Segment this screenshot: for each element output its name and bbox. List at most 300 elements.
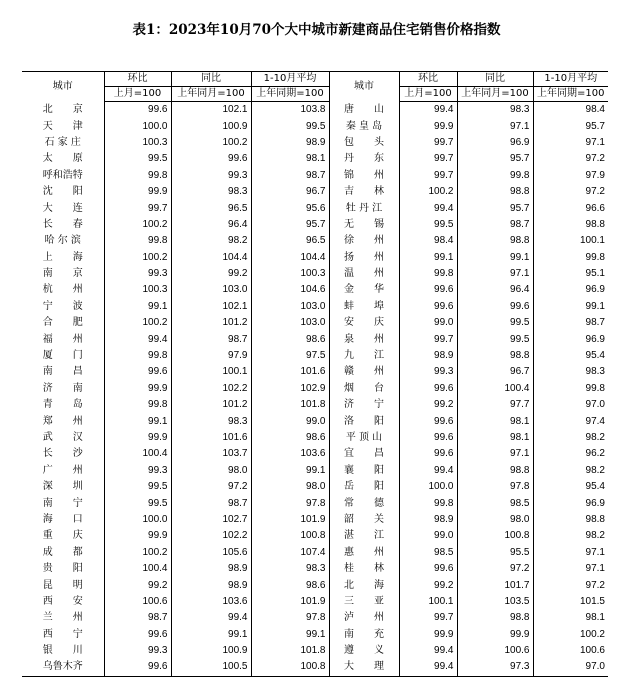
yoy-value-right: 96.4 [457, 282, 533, 298]
avg-value-left: 95.7 [251, 217, 329, 233]
avg-value-left: 98.7 [251, 168, 329, 184]
city-name-left: 昆 明 [42, 579, 83, 591]
city-name-right: 包 头 [329, 135, 399, 151]
mom-value-right: 99.2 [399, 577, 457, 593]
yoy-value-left: 99.6 [171, 151, 251, 167]
mom-value-left: 99.1 [104, 299, 171, 315]
avg-value-left: 107.4 [251, 545, 329, 561]
mom-value-right: 98.9 [399, 348, 457, 364]
yoy-value-left: 98.3 [171, 184, 251, 200]
city-name-right: 惠 州 [329, 545, 399, 561]
avg-value-left: 96.5 [251, 233, 329, 249]
table-row [22, 135, 608, 151]
avg-value-left: 97.8 [251, 610, 329, 626]
yoy-value-left: 99.3 [171, 168, 251, 184]
mom-value-left: 99.9 [104, 381, 171, 397]
avg-value-left: 95.6 [251, 200, 329, 216]
table-row [22, 250, 608, 266]
header-city-2: 城市 [329, 72, 399, 102]
yoy-value-right: 97.1 [457, 118, 533, 134]
city-name-right: 徐 州 [329, 233, 399, 249]
table-row [22, 413, 608, 429]
yoy-value-left: 98.7 [171, 331, 251, 347]
city-name-left: 济 南 [42, 382, 83, 394]
mom-value-left: 99.9 [104, 528, 171, 544]
city-name-right: 宜 昌 [329, 446, 399, 462]
yoy-value-left: 98.7 [171, 495, 251, 511]
avg-value-right: 96.2 [533, 446, 608, 462]
city-name-right: 三 亚 [329, 594, 399, 610]
mom-value-left: 99.5 [104, 479, 171, 495]
mom-value-left: 99.1 [104, 413, 171, 429]
price-index-table [22, 71, 608, 677]
mom-value-right: 98.5 [399, 545, 457, 561]
yoy-value-left: 98.9 [171, 577, 251, 593]
table-row [22, 217, 608, 233]
yoy-value-right: 96.7 [457, 364, 533, 380]
mom-value-left: 99.3 [104, 266, 171, 282]
avg-value-left: 97.8 [251, 495, 329, 511]
yoy-value-right: 100.6 [457, 643, 533, 659]
avg-value-right: 97.4 [533, 413, 608, 429]
header-mom-2: 环比 [399, 72, 457, 87]
yoy-value-left: 96.4 [171, 217, 251, 233]
city-name-right: 丹 东 [329, 151, 399, 167]
avg-value-left: 98.6 [251, 577, 329, 593]
city-name-right: 锦 州 [329, 168, 399, 184]
city-name-right: 牡 丹 江 [329, 200, 399, 216]
yoy-value-left: 102.2 [171, 528, 251, 544]
mom-value-left: 100.6 [104, 594, 171, 610]
table-row [22, 282, 608, 298]
city-name-left: 贵 阳 [42, 563, 83, 575]
yoy-value-right: 103.5 [457, 594, 533, 610]
city-name-left: 沈 阳 [42, 186, 83, 198]
mom-value-right: 99.7 [399, 331, 457, 347]
mom-value-left: 100.2 [104, 250, 171, 266]
header-avg-base: 上年同期=100 [251, 87, 329, 102]
mom-value-right: 98.4 [399, 233, 457, 249]
city-name-right: 蚌 埠 [329, 299, 399, 315]
mom-value-left: 100.0 [104, 512, 171, 528]
table-row [22, 315, 608, 331]
table-row [22, 266, 608, 282]
mom-value-right: 99.4 [399, 200, 457, 216]
city-name-right: 平 顶 山 [329, 430, 399, 446]
avg-value-right: 99.8 [533, 381, 608, 397]
table-row [22, 299, 608, 315]
city-name-left: 厦 门 [42, 350, 83, 362]
yoy-value-left: 101.6 [171, 430, 251, 446]
yoy-value-right: 100.8 [457, 528, 533, 544]
yoy-value-left: 98.3 [171, 413, 251, 429]
table-row [22, 610, 608, 626]
header-avg-2: 1-10月平均 [533, 72, 608, 87]
table-row [22, 233, 608, 249]
header-mom-base: 上月=100 [104, 87, 171, 102]
city-name-right: 无 锡 [329, 217, 399, 233]
mom-value-right: 99.4 [399, 463, 457, 479]
mom-value-right: 99.4 [399, 643, 457, 659]
avg-value-left: 99.0 [251, 413, 329, 429]
table-row [22, 364, 608, 380]
avg-value-left: 101.6 [251, 364, 329, 380]
mom-value-right: 99.7 [399, 168, 457, 184]
header-yoy-base: 上年同月=100 [171, 87, 251, 102]
city-name-left: 重 庆 [42, 530, 83, 542]
yoy-value-left: 96.5 [171, 200, 251, 216]
avg-value-right: 99.8 [533, 250, 608, 266]
table-row [22, 643, 608, 659]
yoy-value-left: 101.2 [171, 315, 251, 331]
city-name-left: 太 原 [42, 153, 83, 165]
header-avg: 1-10月平均 [251, 72, 329, 87]
city-name-left: 青 岛 [42, 399, 83, 411]
table-row [22, 151, 608, 167]
mom-value-left: 100.2 [104, 315, 171, 331]
mom-value-left: 99.2 [104, 577, 171, 593]
table-row [22, 528, 608, 544]
avg-value-left: 100.3 [251, 266, 329, 282]
table-row [22, 512, 608, 528]
yoy-value-right: 95.7 [457, 200, 533, 216]
header-avg-base-2: 上年同期=100 [533, 87, 608, 102]
city-name-left: 宁 波 [42, 300, 83, 312]
yoy-value-right: 100.4 [457, 381, 533, 397]
yoy-value-right: 98.7 [457, 217, 533, 233]
yoy-value-left: 101.2 [171, 397, 251, 413]
mom-value-right: 99.0 [399, 528, 457, 544]
avg-value-left: 101.9 [251, 512, 329, 528]
city-name-left: 兰 州 [42, 612, 83, 624]
avg-value-right: 98.2 [533, 463, 608, 479]
avg-value-right: 97.0 [533, 659, 608, 676]
city-name-left: 郑 州 [42, 415, 83, 427]
mom-value-left: 100.0 [104, 118, 171, 134]
table-header [22, 72, 608, 102]
yoy-value-right: 99.5 [457, 315, 533, 331]
yoy-value-right: 98.1 [457, 430, 533, 446]
city-name-right: 大 理 [329, 659, 399, 676]
avg-value-left: 98.1 [251, 151, 329, 167]
mom-value-left: 100.4 [104, 561, 171, 577]
yoy-value-right: 98.3 [457, 102, 533, 119]
yoy-value-left: 97.9 [171, 348, 251, 364]
avg-value-left: 103.0 [251, 315, 329, 331]
city-name-left: 西 宁 [42, 628, 83, 640]
mom-value-right: 99.7 [399, 135, 457, 151]
mom-value-right: 99.9 [399, 627, 457, 643]
yoy-value-right: 95.7 [457, 151, 533, 167]
yoy-value-right: 98.0 [457, 512, 533, 528]
table-row [22, 545, 608, 561]
yoy-value-left: 102.2 [171, 381, 251, 397]
table-row [22, 561, 608, 577]
avg-value-left: 98.3 [251, 561, 329, 577]
yoy-value-left: 103.0 [171, 282, 251, 298]
avg-value-right: 97.1 [533, 545, 608, 561]
yoy-value-right: 98.8 [457, 233, 533, 249]
mom-value-left: 99.9 [104, 430, 171, 446]
yoy-value-left: 99.4 [171, 610, 251, 626]
mom-value-left: 99.8 [104, 348, 171, 364]
city-name-right: 北 海 [329, 577, 399, 593]
mom-value-right: 98.9 [399, 512, 457, 528]
city-name-left: 南 昌 [42, 366, 83, 378]
header-yoy: 同比 [171, 72, 251, 87]
yoy-value-right: 98.8 [457, 184, 533, 200]
mom-value-left: 99.5 [104, 495, 171, 511]
avg-value-right: 99.1 [533, 299, 608, 315]
yoy-value-left: 98.2 [171, 233, 251, 249]
header-yoy-base-2: 上年同月=100 [457, 87, 533, 102]
yoy-value-left: 99.1 [171, 627, 251, 643]
mom-value-right: 99.4 [399, 659, 457, 676]
mom-value-right: 99.7 [399, 610, 457, 626]
city-name-right: 烟 台 [329, 381, 399, 397]
table-row [22, 446, 608, 462]
mom-value-left: 99.3 [104, 463, 171, 479]
avg-value-left: 101.9 [251, 594, 329, 610]
avg-value-right: 98.8 [533, 512, 608, 528]
header-mom-base-2: 上月=100 [399, 87, 457, 102]
yoy-value-left: 100.9 [171, 118, 251, 134]
yoy-value-right: 97.1 [457, 266, 533, 282]
city-name-right: 岳 阳 [329, 479, 399, 495]
table-row [22, 168, 608, 184]
mom-value-right: 99.6 [399, 561, 457, 577]
yoy-value-left: 98.9 [171, 561, 251, 577]
avg-value-left: 102.9 [251, 381, 329, 397]
yoy-value-left: 102.7 [171, 512, 251, 528]
yoy-value-left: 100.5 [171, 659, 251, 676]
yoy-value-left: 105.6 [171, 545, 251, 561]
avg-value-right: 98.4 [533, 102, 608, 119]
avg-value-left: 103.8 [251, 102, 329, 119]
avg-value-left: 99.5 [251, 118, 329, 134]
mom-value-left: 98.7 [104, 610, 171, 626]
mom-value-right: 100.1 [399, 594, 457, 610]
yoy-value-right: 97.2 [457, 561, 533, 577]
avg-value-right: 97.2 [533, 184, 608, 200]
yoy-value-right: 99.1 [457, 250, 533, 266]
table-row [22, 397, 608, 413]
avg-value-right: 96.9 [533, 282, 608, 298]
city-name-right: 韶 关 [329, 512, 399, 528]
mom-value-left: 100.3 [104, 282, 171, 298]
avg-value-right: 97.2 [533, 151, 608, 167]
yoy-value-left: 102.1 [171, 299, 251, 315]
avg-value-right: 95.7 [533, 118, 608, 134]
table-row [22, 348, 608, 364]
avg-value-right: 97.1 [533, 561, 608, 577]
city-name-left: 广 州 [42, 464, 83, 476]
yoy-value-right: 99.9 [457, 627, 533, 643]
yoy-value-right: 97.3 [457, 659, 533, 676]
avg-value-left: 100.8 [251, 528, 329, 544]
table-row [22, 479, 608, 495]
avg-value-right: 98.2 [533, 528, 608, 544]
avg-value-right: 98.3 [533, 364, 608, 380]
yoy-value-left: 100.2 [171, 135, 251, 151]
mom-value-right: 99.1 [399, 250, 457, 266]
table-row [22, 577, 608, 593]
city-name-left: 海 口 [42, 513, 83, 525]
yoy-value-left: 103.6 [171, 594, 251, 610]
header-mom: 环比 [104, 72, 171, 87]
city-name-right: 湛 江 [329, 528, 399, 544]
yoy-value-right: 98.8 [457, 348, 533, 364]
yoy-value-right: 97.8 [457, 479, 533, 495]
mom-value-left: 99.6 [104, 627, 171, 643]
city-name-left: 成 都 [42, 546, 83, 558]
yoy-value-right: 99.6 [457, 299, 533, 315]
city-name-right: 常 德 [329, 495, 399, 511]
city-name-left: 长 春 [42, 218, 83, 230]
mom-value-right: 99.7 [399, 151, 457, 167]
city-name-left: 武 汉 [42, 432, 83, 443]
mom-value-left: 99.8 [104, 168, 171, 184]
mom-value-left: 99.6 [104, 102, 171, 119]
mom-value-right: 99.6 [399, 430, 457, 446]
mom-value-right: 99.6 [399, 299, 457, 315]
city-name-right: 唐 山 [329, 102, 399, 119]
table-row [22, 627, 608, 643]
header-yoy-2: 同比 [457, 72, 533, 87]
avg-value-left: 104.4 [251, 250, 329, 266]
avg-value-left: 97.5 [251, 348, 329, 364]
city-name-right: 洛 阳 [329, 413, 399, 429]
city-name-left: 大 连 [42, 202, 83, 214]
avg-value-left: 98.6 [251, 430, 329, 446]
avg-value-right: 95.4 [533, 348, 608, 364]
avg-value-right: 98.8 [533, 217, 608, 233]
yoy-value-left: 100.1 [171, 364, 251, 380]
header-city: 城市 [52, 80, 73, 92]
yoy-value-left: 104.4 [171, 250, 251, 266]
avg-value-right: 97.2 [533, 577, 608, 593]
city-name-left: 上 海 [42, 251, 83, 263]
yoy-value-right: 98.1 [457, 413, 533, 429]
city-name-left: 长 沙 [42, 448, 83, 460]
yoy-value-left: 97.2 [171, 479, 251, 495]
yoy-value-left: 100.9 [171, 643, 251, 659]
mom-value-right: 99.0 [399, 315, 457, 331]
avg-value-right: 95.1 [533, 266, 608, 282]
avg-value-left: 98.0 [251, 479, 329, 495]
mom-value-left: 99.9 [104, 184, 171, 200]
yoy-value-left: 103.7 [171, 446, 251, 462]
mom-value-right: 99.3 [399, 364, 457, 380]
city-name-left: 福 州 [42, 333, 83, 345]
avg-value-right: 100.2 [533, 627, 608, 643]
yoy-value-right: 97.7 [457, 397, 533, 413]
mom-value-left: 99.6 [104, 659, 171, 676]
city-name-left: 西 安 [42, 595, 83, 607]
city-name-right: 南 充 [329, 627, 399, 643]
table-row [22, 495, 608, 511]
city-name-right: 温 州 [329, 266, 399, 282]
yoy-value-right: 95.5 [457, 545, 533, 561]
city-name-right: 遵 义 [329, 643, 399, 659]
yoy-value-right: 98.8 [457, 610, 533, 626]
city-name-right: 秦 皇 岛 [329, 118, 399, 134]
mom-value-right: 99.9 [399, 118, 457, 134]
city-name-right: 泸 州 [329, 610, 399, 626]
city-name-left: 乌鲁木齐 [42, 661, 83, 673]
city-name-left: 南 宁 [42, 497, 83, 509]
mom-value-right: 99.4 [399, 102, 457, 119]
mom-value-left: 99.4 [104, 331, 171, 347]
yoy-value-left: 102.1 [171, 102, 251, 119]
mom-value-right: 99.6 [399, 446, 457, 462]
city-name-left: 哈 尔 滨 [44, 235, 81, 247]
avg-value-right: 98.1 [533, 610, 608, 626]
city-name-right: 赣 州 [329, 364, 399, 380]
table-row [22, 331, 608, 347]
city-name-left: 天 津 [42, 120, 83, 132]
city-name-right: 安 庆 [329, 315, 399, 331]
table-row [22, 381, 608, 397]
avg-value-right: 97.0 [533, 397, 608, 413]
yoy-value-right: 101.7 [457, 577, 533, 593]
avg-value-right: 100.1 [533, 233, 608, 249]
avg-value-right: 98.2 [533, 430, 608, 446]
city-name-right: 襄 阳 [329, 463, 399, 479]
avg-value-left: 103.0 [251, 299, 329, 315]
city-name-right: 泉 州 [329, 331, 399, 347]
table-row [22, 102, 608, 119]
avg-value-right: 96.6 [533, 200, 608, 216]
city-name-left: 石 家 庄 [44, 136, 81, 148]
yoy-value-left: 99.2 [171, 266, 251, 282]
mom-value-right: 99.6 [399, 282, 457, 298]
city-name-left: 南 京 [42, 268, 83, 280]
city-name-right: 九 江 [329, 348, 399, 364]
mom-value-left: 99.8 [104, 397, 171, 413]
yoy-value-right: 96.9 [457, 135, 533, 151]
mom-value-left: 100.2 [104, 545, 171, 561]
avg-value-right: 96.9 [533, 331, 608, 347]
avg-value-left: 101.8 [251, 643, 329, 659]
mom-value-right: 99.2 [399, 397, 457, 413]
city-name-right: 桂 林 [329, 561, 399, 577]
avg-value-left: 98.6 [251, 331, 329, 347]
yoy-value-left: 98.0 [171, 463, 251, 479]
mom-value-left: 99.5 [104, 151, 171, 167]
city-name-left: 深 圳 [42, 481, 83, 493]
yoy-value-right: 99.8 [457, 168, 533, 184]
table-row [22, 463, 608, 479]
avg-value-left: 99.1 [251, 463, 329, 479]
avg-value-right: 97.1 [533, 135, 608, 151]
avg-value-right: 100.6 [533, 643, 608, 659]
city-name-left: 呼和浩特 [42, 169, 83, 181]
mom-value-right: 99.8 [399, 266, 457, 282]
city-name-left: 杭 州 [42, 284, 83, 296]
mom-value-right: 99.8 [399, 495, 457, 511]
yoy-value-right: 98.8 [457, 463, 533, 479]
yoy-value-right: 98.5 [457, 495, 533, 511]
avg-value-left: 96.7 [251, 184, 329, 200]
mom-value-right: 99.6 [399, 381, 457, 397]
city-name-left: 合 肥 [42, 317, 83, 329]
avg-value-left: 99.1 [251, 627, 329, 643]
mom-value-right: 99.6 [399, 413, 457, 429]
avg-value-left: 98.9 [251, 135, 329, 151]
avg-value-right: 95.4 [533, 479, 608, 495]
avg-value-left: 104.6 [251, 282, 329, 298]
